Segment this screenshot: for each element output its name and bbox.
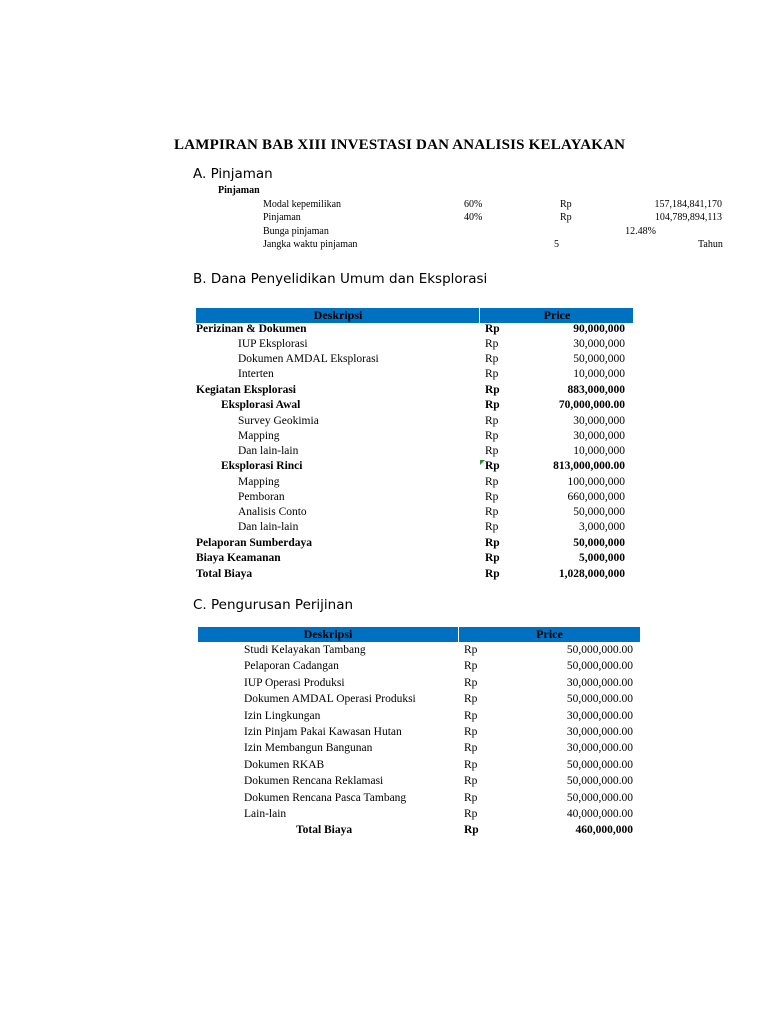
loan-row-label: Bunga pinjaman <box>263 226 329 237</box>
section-b-heading: B. Dana Penyelidikan Umum dan Eksplorasi <box>193 271 488 287</box>
row-label: Mapping <box>238 430 280 442</box>
row-label: Total Biaya <box>296 824 353 836</box>
row-currency: Rp <box>485 384 500 396</box>
row-label: Pemboran <box>238 491 285 503</box>
row-currency: Rp <box>485 552 500 564</box>
row-label: Analisis Conto <box>238 506 307 518</box>
table-row <box>196 520 633 535</box>
column-header-price: Price <box>536 627 563 641</box>
row-value: 50,000,000.00 <box>566 660 633 672</box>
row-label: IUP Operasi Produksi <box>244 677 345 689</box>
row-currency: Rp <box>485 430 499 442</box>
row-currency: Rp <box>464 644 478 656</box>
loan-row-value: 104,789,894,113 <box>654 212 722 223</box>
page-title: LAMPIRAN BAB XIII INVESTASI DAN ANALISIS KELAYAKAN <box>174 137 626 153</box>
row-label: Dokumen AMDAL Operasi Produksi <box>244 693 416 705</box>
column-header-price: Price <box>543 308 571 322</box>
table-row <box>196 414 633 429</box>
loan-row-label: Modal kepemilikan <box>263 199 342 210</box>
row-currency: Rp <box>464 660 478 672</box>
row-currency: Rp <box>464 693 478 705</box>
row-value: 1,028,000,000 <box>558 568 625 580</box>
row-value: 10,000,000 <box>573 368 625 380</box>
table-row <box>196 536 633 551</box>
row-currency: Rp <box>485 338 499 350</box>
table-row <box>196 551 633 566</box>
row-currency: Rp <box>464 824 479 836</box>
row-value: 30,000,000.00 <box>566 677 633 689</box>
row-currency: Rp <box>485 368 499 380</box>
row-value: 813,000,000.00 <box>553 460 625 472</box>
row-currency: Rp <box>485 353 499 365</box>
row-currency: Rp <box>485 537 500 549</box>
cell-comment-marker-icon <box>480 460 485 465</box>
table-row <box>196 367 633 382</box>
table-row <box>196 337 633 352</box>
row-value: 50,000,000.00 <box>566 644 633 656</box>
table-row <box>198 741 640 756</box>
row-label: Eksplorasi Rinci <box>221 460 303 472</box>
table-row <box>196 505 633 520</box>
loan-row-currency: Rp <box>560 212 572 223</box>
table-row <box>196 490 633 505</box>
loan-term-unit: Tahun <box>698 239 723 250</box>
row-value: 10,000,000 <box>573 445 625 457</box>
row-currency: Rp <box>485 445 499 457</box>
row-label: Izin Pinjam Pakai Kawasan Hutan <box>244 726 402 738</box>
table-b-header <box>196 308 633 323</box>
row-label: Lain-lain <box>244 808 287 820</box>
row-value: 3,000,000 <box>579 521 625 533</box>
row-label: Izin Membangun Bangunan <box>244 742 373 754</box>
table-row <box>198 725 640 740</box>
row-label: Dokumen Rencana Reklamasi <box>244 775 384 787</box>
table-row <box>198 659 640 674</box>
table-row <box>196 398 633 413</box>
row-label: Pelaporan Sumberdaya <box>196 537 312 549</box>
row-value: 70,000,000.00 <box>558 399 625 411</box>
section-c-heading: C. Pengurusan Perijinan <box>193 597 354 613</box>
row-value: 50,000,000.00 <box>566 693 633 705</box>
row-value: 90,000,000 <box>573 323 625 335</box>
table-row <box>198 643 640 658</box>
row-currency: Rp <box>485 399 500 411</box>
row-currency: Rp <box>464 726 478 738</box>
row-currency: Rp <box>485 568 500 580</box>
row-value: 30,000,000 <box>573 338 625 350</box>
row-label: IUP Eksplorasi <box>238 338 308 350</box>
row-currency: Rp <box>485 323 500 335</box>
table-row <box>196 475 633 490</box>
table-row <box>196 383 633 398</box>
table-row <box>198 807 640 822</box>
row-currency: Rp <box>464 742 478 754</box>
table-row <box>196 429 633 444</box>
row-label: Perizinan & Dokumen <box>196 323 307 335</box>
row-label: Interten <box>238 368 274 380</box>
row-value: 460,000,000 <box>575 824 633 836</box>
table-row <box>196 567 633 582</box>
table-row <box>196 352 633 367</box>
loan-row-percent: 60% <box>464 199 483 210</box>
loan-interest-rate: 12.48% <box>625 226 656 237</box>
row-value: 30,000,000.00 <box>566 726 633 738</box>
row-value: 50,000,000 <box>573 353 625 365</box>
table-row <box>198 823 640 838</box>
column-header-description: Deskripsi <box>313 308 363 322</box>
table-row <box>198 692 640 707</box>
row-value: 50,000,000.00 <box>566 792 633 804</box>
table-row <box>196 322 633 337</box>
row-currency: Rp <box>464 759 478 771</box>
loan-row-label: Pinjaman <box>263 212 301 223</box>
row-value: 5,000,000 <box>579 552 625 564</box>
row-value: 50,000,000.00 <box>566 759 633 771</box>
row-value: 30,000,000 <box>573 430 625 442</box>
row-currency: Rp <box>464 775 478 787</box>
loan-row-value: 157,184,841,170 <box>654 199 722 210</box>
row-currency: Rp <box>485 491 499 503</box>
table-row <box>198 758 640 773</box>
row-label: Izin Lingkungan <box>244 710 321 722</box>
loan-row-currency: Rp <box>560 199 572 210</box>
row-currency: Rp <box>485 460 500 472</box>
table-row <box>196 459 633 474</box>
row-currency: Rp <box>464 792 478 804</box>
row-label: Mapping <box>238 476 280 488</box>
table-row <box>198 709 640 724</box>
table-row <box>198 791 640 806</box>
row-currency: Rp <box>485 506 499 518</box>
row-label: Dan lain-lain <box>238 521 299 533</box>
table-c-header <box>198 627 640 642</box>
row-label: Dokumen AMDAL Eksplorasi <box>238 353 379 365</box>
table-row <box>196 444 633 459</box>
loan-row-label: Jangka waktu pinjaman <box>263 239 358 250</box>
section-a-subheading: Pinjaman <box>218 185 260 196</box>
row-label: Eksplorasi Awal <box>221 399 301 411</box>
row-label: Survey Geokimia <box>238 415 319 427</box>
row-currency: Rp <box>464 808 478 820</box>
row-label: Dan lain-lain <box>238 445 299 457</box>
row-label: Biaya Keamanan <box>196 552 281 564</box>
row-currency: Rp <box>485 521 499 533</box>
row-currency: Rp <box>464 710 478 722</box>
row-currency: Rp <box>464 677 478 689</box>
row-label: Studi Kelayakan Tambang <box>244 644 366 656</box>
row-value: 40,000,000.00 <box>566 808 633 820</box>
row-label: Pelaporan Cadangan <box>244 660 339 672</box>
row-value: 50,000,000 <box>573 537 625 549</box>
row-value: 30,000,000 <box>573 415 625 427</box>
row-value: 883,000,000 <box>567 384 625 396</box>
column-header-description: Deskripsi <box>303 627 353 641</box>
row-currency: Rp <box>485 415 499 427</box>
row-label: Kegiatan Eksplorasi <box>196 384 297 396</box>
row-label: Dokumen Rencana Pasca Tambang <box>244 792 407 804</box>
table-row <box>198 676 640 691</box>
row-label: Total Biaya <box>196 568 253 580</box>
row-currency: Rp <box>485 476 499 488</box>
row-value: 50,000,000.00 <box>566 775 633 787</box>
row-value: 30,000,000.00 <box>566 742 633 754</box>
table-row <box>198 774 640 789</box>
loan-row-percent: 40% <box>464 212 483 223</box>
row-value: 100,000,000 <box>567 476 625 488</box>
row-value: 660,000,000 <box>567 491 625 503</box>
row-value: 30,000,000.00 <box>566 710 633 722</box>
row-label: Dokumen RKAB <box>244 759 325 771</box>
loan-term-years: 5 <box>554 239 559 250</box>
section-a-heading: A. Pinjaman <box>193 166 273 182</box>
row-value: 50,000,000 <box>573 506 625 518</box>
